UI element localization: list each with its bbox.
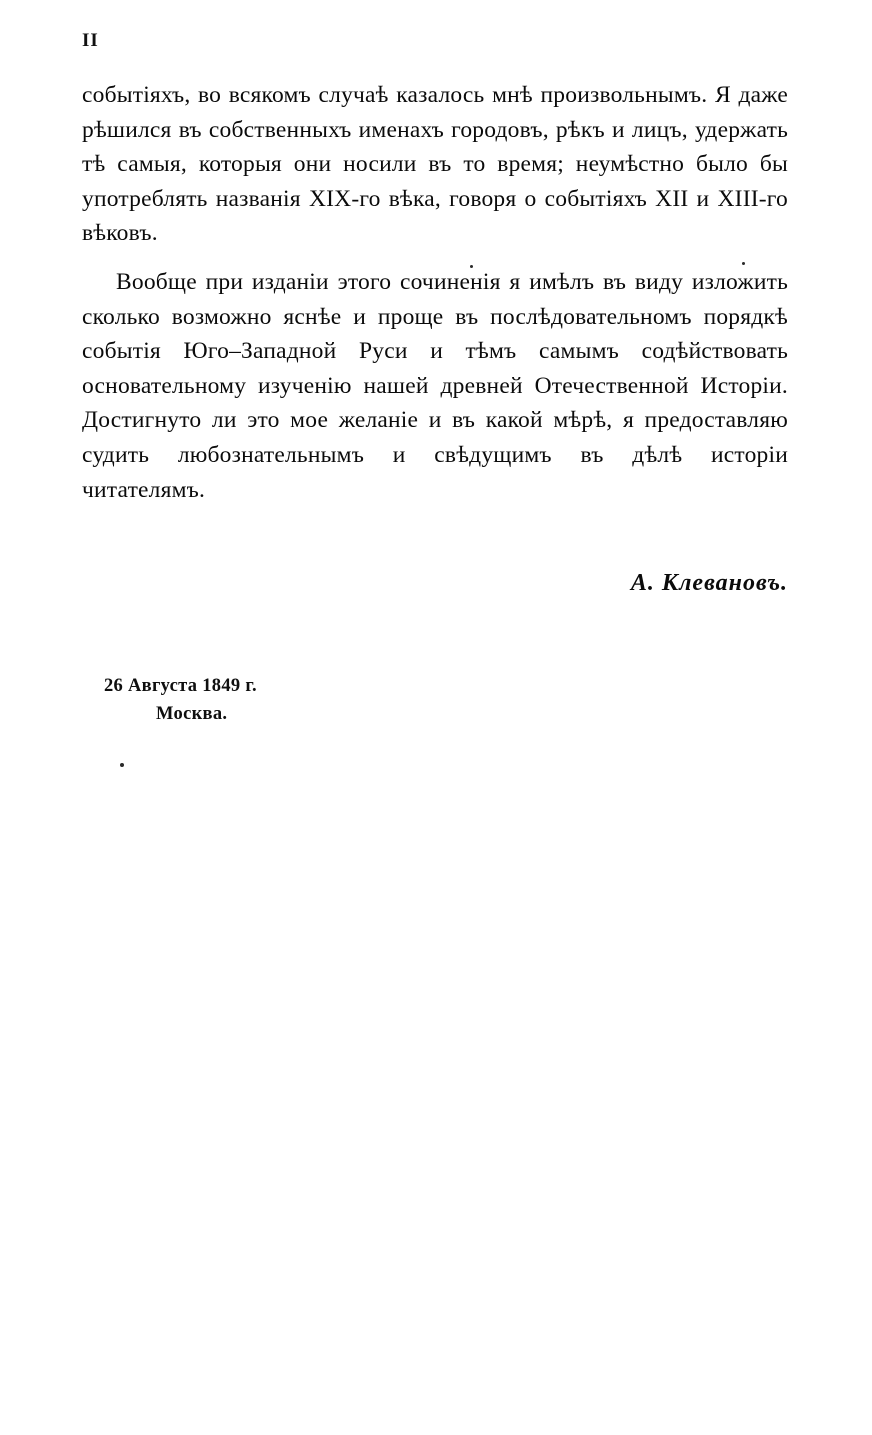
body-text xyxy=(82,78,788,521)
colophon-date: 26 Августа 1849 г. xyxy=(104,676,257,696)
page-speck xyxy=(470,265,473,268)
author-signature: А. Клевановъ. xyxy=(630,570,788,596)
page-speck xyxy=(742,262,745,265)
colophon xyxy=(104,672,257,728)
colophon-city: Москва. xyxy=(156,704,228,724)
page-number: II xyxy=(82,30,99,51)
page-speck xyxy=(120,763,124,767)
paragraph-2: Вообще при изданіи этого сочиненія я имѣлъ въ виду изложить сколько возможно яснѣе и проще въ послѣдовательномъ порядкѣ событія Юго–Западной Руси и тѣмъ самымъ содѣйствовать основательному изученію нашей древней Отечественной Исторіи. Достигнуто ли это мое желаніе и въ какой мѣрѣ, я предоставляю судить любознательнымъ и свѣдущимъ въ дѣлѣ исторіи читателямъ. xyxy=(82,268,788,503)
paragraph-1: событіяхъ, во всякомъ случаѣ казалось мнѣ произвольнымъ. Я даже рѣшился въ собственныхъ именахъ городовъ, рѣкъ и лицъ, удержать тѣ самыя, которыя они носили въ то время; неумѣстно было бы употреблять названія XIX-го вѣка, говоря о событіяхъ XII и XIII-го вѣковъ. xyxy=(82,82,788,247)
